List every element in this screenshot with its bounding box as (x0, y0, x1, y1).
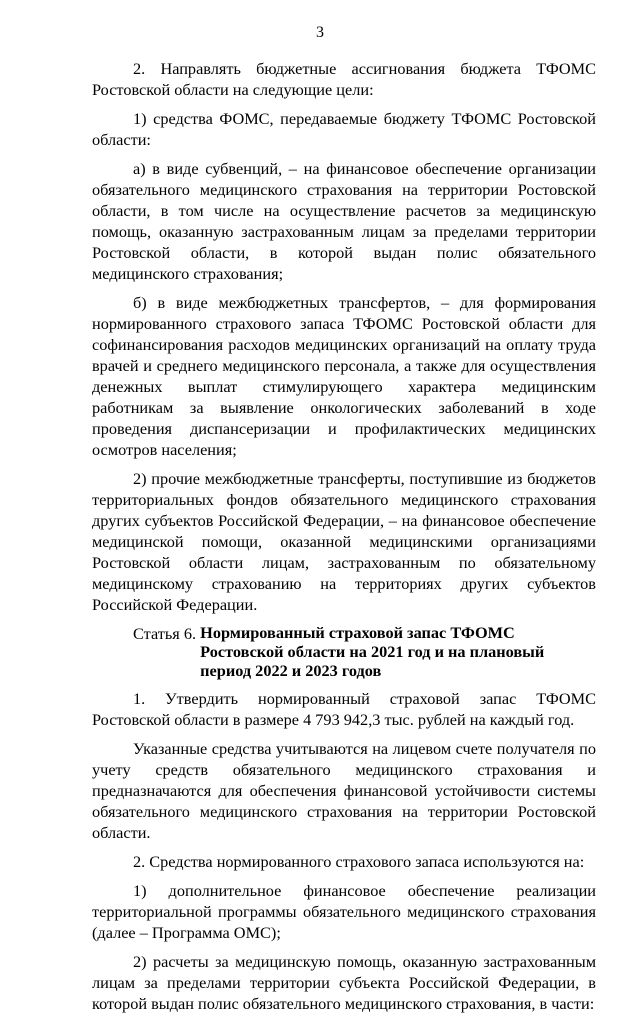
paragraph-settlements: 2) расчеты за медицинскую помощь, оказанную застрахованным лицам за пределами территории субъекта Российской Федерации, в которой выдан полис обязательного медицинского страхования, в части: (92, 952, 596, 1013)
document-body (92, 58, 596, 1022)
paragraph-foms-funds: 1) средства ФОМС, передаваемые бюджету ТФОМС Ростовской области: (92, 109, 596, 149)
paragraph-approve-reserve: 1. Утвердить нормированный страховой запас ТФОМС Ростовской области в размере 4 793 942,3 тыс. рублей на каждый год. (92, 689, 596, 729)
article-title-line: Нормированный страховой запас ТФОМС (200, 623, 515, 642)
paragraph-subventions: а) в виде субвенций, – на финансовое обеспечение организации обязательного медицинского страхования на территории Ростовской области, в том числе на осуществление расчетов за медицинскую помощь, оказанную застрахованным лицам за пределами территории Ростовской области, в которой выдан полис обязательного медицинского страхования; (92, 159, 596, 283)
article-title-line: Ростовской области на 2021 год и на плановый (200, 642, 545, 661)
paragraph-additional-financing: 1) дополнительное финансовое обеспечение реализации территориальной программы обязательного медицинского страхования (далее – Программа ОМС); (92, 881, 596, 942)
article-label: Статья 6. (133, 624, 201, 643)
article-heading (92, 623, 596, 680)
article-title (200, 623, 544, 680)
paragraph-reserve-usage: 2. Средства нормированного страхового запаса используются на: (133, 852, 585, 871)
paragraph-funds-accounting: Указанные средства учитываются на лицевом счете получателя по учету средств обязательного медицинского страхования и предназначаются для обеспечения финансовой устойчивости системы обязательного медицинского страхования на территории Ростовской области. (92, 739, 596, 842)
page-number: 3 (316, 24, 324, 41)
paragraph-interbudget-transfers: б) в виде межбюджетных трансфертов, – для формирования нормированного страхового запаса ТФОМС Ростовской области для софинансирования расходов медицинских организаций на оплату труда врачей и среднего медицинского персонала, а также для осуществления денежных выплат стимулирующего характера медицинским работникам за выявление онкологических заболеваний в ходе проведения диспансеризации и профилактических медицинских осмотров населения; (92, 293, 596, 459)
paragraph-budget-directions: 2. Направлять бюджетные ассигнования бюджета ТФОМС Ростовской области на следующие цели: (92, 59, 596, 99)
paragraph-other-transfers: 2) прочие межбюджетные трансферты, поступившие из бюджетов территориальных фондов обязательного медицинского страхования других субъектов Российской Федерации, – на финансовое обеспечение медицинской помощи, оказанной медицинскими организациями Ростовской области лицам, застрахованным по обязательному медицинскому страхованию на территориях других субъектов Российской Федерации. (92, 469, 596, 614)
article-title-line: период 2022 и 2023 годов (200, 661, 382, 680)
